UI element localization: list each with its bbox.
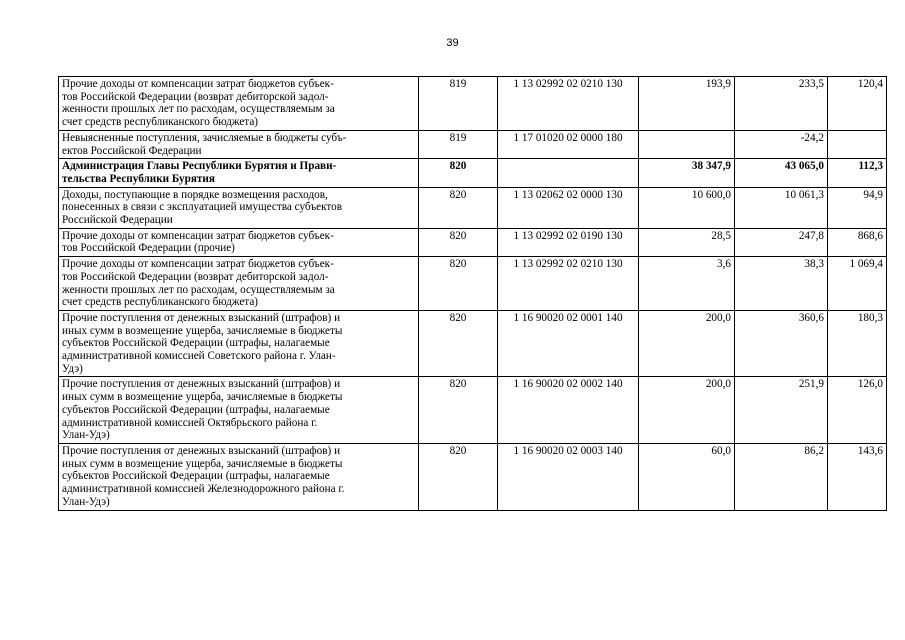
table-row	[59, 187, 887, 228]
page-number: 39	[446, 37, 459, 49]
row-name-cell: Прочие доходы от компенсации затрат бюджетов субъек- тов Российской Федерации (возврат дебиторской задол- женности прошлых лет по расходам, осуществляемым за счет средств республиканского бюджета)	[59, 257, 419, 311]
table-row	[59, 228, 887, 256]
row-budget-code-cell: 1 13 02062 02 0000 130	[498, 187, 639, 228]
row-actual-value-cell: 43 065,0	[735, 159, 828, 187]
row-percent-cell: 112,3	[828, 159, 887, 187]
row-budget-code-cell: 1 16 90020 02 0002 140	[498, 377, 639, 444]
row-name-cell: Доходы, поступающие в порядке возмещения расходов, понесенных в связи с эксплуатацией имущества субъектов Российской Федерации	[59, 187, 419, 228]
row-percent-cell: 120,4	[828, 77, 887, 131]
row-actual-value-cell: 251,9	[735, 377, 828, 444]
row-percent-cell	[828, 130, 887, 158]
row-actual-value-cell: 360,6	[735, 310, 828, 377]
row-name-cell: Невыясненные поступления, зачисляемые в бюджеты субъ- ектов Российской Федерации	[59, 130, 419, 158]
row-budget-code-cell: 1 13 02992 02 0210 130	[498, 257, 639, 311]
row-percent-cell: 180,3	[828, 310, 887, 377]
row-actual-value-cell: -24,2	[735, 130, 828, 158]
row-plan-value-cell: 38 347,9	[639, 159, 735, 187]
row-admin-code-cell: 820	[419, 377, 498, 444]
row-name-cell: Администрация Главы Республики Бурятия и Прави- тельства Республики Бурятия	[59, 159, 419, 187]
row-admin-code-cell: 819	[419, 77, 498, 131]
row-percent-cell: 1 069,4	[828, 257, 887, 311]
row-budget-code-cell: 1 13 02992 02 0190 130	[498, 228, 639, 256]
table-row	[59, 257, 887, 311]
row-name-cell: Прочие поступления от денежных взысканий (штрафов) и иных сумм в возмещение ущерба, зачисляемые в бюджеты субъектов Российской Федерации (штрафы, налагаемые административной комиссией Октябрьского района г. Улан-Удэ)	[59, 377, 419, 444]
row-percent-cell: 94,9	[828, 187, 887, 228]
row-admin-code-cell: 820	[419, 228, 498, 256]
row-name-cell: Прочие доходы от компенсации затрат бюджетов субъек- тов Российской Федерации (прочие)	[59, 228, 419, 256]
row-budget-code-cell: 1 13 02992 02 0210 130	[498, 77, 639, 131]
table-row	[59, 130, 887, 158]
row-admin-code-cell: 820	[419, 187, 498, 228]
row-actual-value-cell: 86,2	[735, 443, 828, 510]
row-plan-value-cell: 200,0	[639, 310, 735, 377]
table-row	[59, 310, 887, 377]
table-row	[59, 77, 887, 131]
row-admin-code-cell: 819	[419, 130, 498, 158]
row-actual-value-cell: 233,5	[735, 77, 828, 131]
row-budget-code-cell	[498, 159, 639, 187]
row-percent-cell: 126,0	[828, 377, 887, 444]
row-budget-code-cell: 1 16 90020 02 0001 140	[498, 310, 639, 377]
row-plan-value-cell: 10 600,0	[639, 187, 735, 228]
table-row	[59, 443, 887, 510]
row-percent-cell: 868,6	[828, 228, 887, 256]
row-actual-value-cell: 38,3	[735, 257, 828, 311]
table-row	[59, 159, 887, 187]
row-actual-value-cell: 10 061,3	[735, 187, 828, 228]
table-body	[59, 77, 887, 511]
row-plan-value-cell: 28,5	[639, 228, 735, 256]
row-admin-code-cell: 820	[419, 443, 498, 510]
row-name-cell: Прочие доходы от компенсации затрат бюджетов субъек- тов Российской Федерации (возврат дебиторской задол- женности прошлых лет по расходам, осуществляемым за счет средств республиканского бюджета)	[59, 77, 419, 131]
row-plan-value-cell: 200,0	[639, 377, 735, 444]
row-actual-value-cell: 247,8	[735, 228, 828, 256]
row-budget-code-cell: 1 16 90020 02 0003 140	[498, 443, 639, 510]
row-admin-code-cell: 820	[419, 159, 498, 187]
row-admin-code-cell: 820	[419, 310, 498, 377]
table-row	[59, 377, 887, 444]
row-plan-value-cell: 60,0	[639, 443, 735, 510]
row-name-cell: Прочие поступления от денежных взысканий (штрафов) и иных сумм в возмещение ущерба, зачисляемые в бюджеты субъектов Российской Федерации (штрафы, налагаемые административной комиссией Железнодорожного района г. Улан-Удэ)	[59, 443, 419, 510]
row-plan-value-cell: 193,9	[639, 77, 735, 131]
revenue-table	[58, 76, 887, 511]
row-name-cell: Прочие поступления от денежных взысканий (штрафов) и иных сумм в возмещение ущерба, зачисляемые в бюджеты субъектов Российской Федерации (штрафы, налагаемые административной комиссией Советского района г. Улан- Удэ)	[59, 310, 419, 377]
row-plan-value-cell	[639, 130, 735, 158]
row-percent-cell: 143,6	[828, 443, 887, 510]
row-admin-code-cell: 820	[419, 257, 498, 311]
row-budget-code-cell: 1 17 01020 02 0000 180	[498, 130, 639, 158]
row-plan-value-cell: 3,6	[639, 257, 735, 311]
